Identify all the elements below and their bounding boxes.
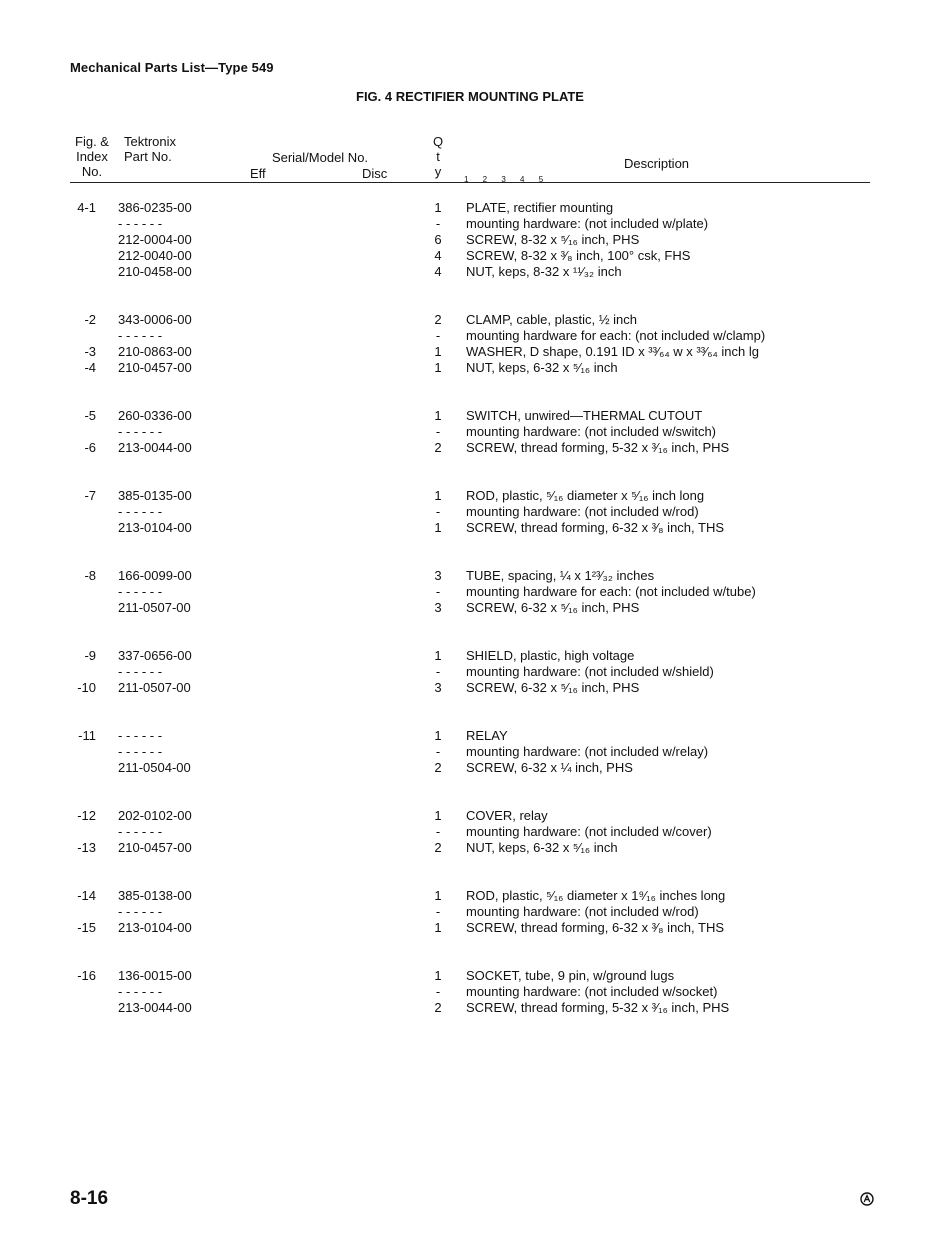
row-quantity: - [435, 824, 441, 839]
col-header-index: Fig. & Index No. [75, 134, 109, 179]
row-description: SOCKET, tube, 9 pin, w/ground lugs [466, 968, 675, 983]
row-index: -5 [84, 408, 96, 423]
page-header: Mechanical Parts List—Type 549 [70, 60, 274, 75]
row-part-number: 210-0457-00 [118, 360, 192, 375]
row-index: -3 [84, 344, 96, 359]
row-part-number: 210-0457-00 [118, 840, 192, 855]
row-quantity: 4 [434, 248, 442, 263]
row-description: SHIELD, plastic, high voltage [466, 648, 635, 663]
row-description: ROD, plastic, ⁵⁄₁₆ diameter x 1⁹⁄₁₆ inches long [466, 888, 726, 903]
row-description: WASHER, D shape, 0.191 ID x ³³⁄₆₄ w x ³³⁄₆₄ inch lg [466, 344, 759, 359]
row-description: mounting hardware: (not included w/shield) [466, 664, 714, 679]
table-row [0, 824, 950, 840]
row-index: -6 [84, 440, 96, 455]
row-description: mounting hardware for each: (not included w/clamp) [466, 328, 766, 343]
row-index: -2 [84, 312, 96, 327]
table-row [0, 664, 950, 680]
table-row [0, 680, 950, 696]
row-quantity: 1 [434, 728, 442, 743]
table-row [0, 888, 950, 904]
col-header-qty: Q t y [432, 134, 444, 179]
table-row [0, 568, 950, 584]
table-row [0, 1000, 950, 1016]
row-part-number: 211-0504-00 [118, 760, 191, 775]
row-description: SCREW, thread forming, 6-32 x ³⁄₈ inch, THS [466, 920, 725, 935]
row-index: -8 [84, 568, 96, 583]
row-description: SWITCH, unwired—THERMAL CUTOUT [466, 408, 703, 423]
table-row [0, 760, 950, 776]
row-description: mounting hardware: (not included w/rod) [466, 504, 699, 519]
row-part-number: 213-0044-00 [118, 1000, 192, 1015]
table-row [0, 504, 950, 520]
table-row [0, 728, 950, 744]
table-row [0, 440, 950, 456]
row-part-number: - - - - - - [118, 504, 163, 519]
row-quantity: 3 [434, 600, 442, 615]
page-number: 8-16 [70, 1188, 109, 1209]
row-part-number: 211-0507-00 [118, 680, 191, 695]
row-quantity: 2 [434, 440, 442, 455]
table-row [0, 808, 950, 824]
table-row [0, 344, 950, 360]
col-header-indent-levels: 1 2 3 4 5 [464, 175, 550, 184]
row-description: mounting hardware: (not included w/relay) [466, 744, 709, 759]
row-part-number: - - - - - - [118, 744, 163, 759]
row-description: SCREW, thread forming, 5-32 x ³⁄₁₆ inch, PHS [466, 1000, 730, 1015]
row-quantity: 1 [434, 808, 442, 823]
table-row [0, 584, 950, 600]
col-header-eff: Eff [250, 166, 266, 181]
row-part-number: 211-0507-00 [118, 600, 191, 615]
row-part-number: - - - - - - [118, 216, 163, 231]
row-description: COVER, relay [466, 808, 548, 823]
row-description: mounting hardware: (not included w/cover) [466, 824, 712, 839]
row-quantity: 1 [434, 920, 442, 935]
row-part-number: 386-0235-00 [118, 200, 192, 215]
row-quantity: 2 [434, 840, 442, 855]
table-row [0, 920, 950, 936]
row-quantity: - [435, 424, 441, 439]
row-quantity: - [435, 904, 441, 919]
circled-a-mark-icon [860, 1192, 874, 1206]
row-quantity: - [435, 328, 441, 343]
row-index: -10 [77, 680, 96, 695]
row-part-number: 166-0099-00 [118, 568, 192, 583]
row-index: -12 [77, 808, 96, 823]
row-quantity: 2 [434, 760, 442, 775]
row-description: SCREW, 6-32 x ¼ inch, PHS [466, 760, 633, 775]
row-quantity: - [435, 216, 441, 231]
row-quantity: - [435, 504, 441, 519]
row-quantity: - [435, 984, 441, 999]
row-description: SCREW, 8-32 x ⁵⁄₁₆ inch, PHS [466, 232, 640, 247]
row-description: SCREW, 8-32 x ³⁄₈ inch, 100° csk, FHS [466, 248, 691, 263]
table-row [0, 312, 950, 328]
row-quantity: 2 [434, 312, 442, 327]
table-row [0, 232, 950, 248]
row-part-number: 136-0015-00 [118, 968, 192, 983]
table-row [0, 216, 950, 232]
row-part-number: - - - - - - [118, 328, 163, 343]
row-part-number: 210-0458-00 [118, 264, 192, 279]
row-quantity: 1 [434, 344, 442, 359]
row-description: RELAY [466, 728, 508, 743]
row-quantity: 1 [434, 488, 442, 503]
row-index: -13 [77, 840, 96, 855]
row-quantity: - [435, 584, 441, 599]
row-part-number: 343-0006-00 [118, 312, 192, 327]
row-quantity: 4 [434, 264, 442, 279]
row-description: mounting hardware: (not included w/socket) [466, 984, 718, 999]
table-row [0, 984, 950, 1000]
row-part-number: 202-0102-00 [118, 808, 192, 823]
col-header-disc: Disc [362, 166, 388, 181]
row-quantity: - [435, 664, 441, 679]
row-quantity: 1 [434, 200, 442, 215]
row-part-number: - - - - - - [118, 824, 163, 839]
table-row [0, 840, 950, 856]
table-row [0, 904, 950, 920]
table-row [0, 360, 950, 376]
row-part-number: - - - - - - [118, 728, 163, 743]
row-description: mounting hardware: (not included w/rod) [466, 904, 699, 919]
row-part-number: 385-0135-00 [118, 488, 192, 503]
row-description: mounting hardware: (not included w/plate) [466, 216, 709, 231]
row-description: SCREW, thread forming, 6-32 x ³⁄₈ inch, THS [466, 520, 725, 535]
row-index: -15 [77, 920, 96, 935]
row-part-number: - - - - - - [118, 584, 163, 599]
row-part-number: 213-0104-00 [118, 920, 192, 935]
row-description: PLATE, rectifier mounting [466, 200, 614, 215]
row-description: ROD, plastic, ⁵⁄₁₆ diameter x ⁵⁄₁₆ inch long [466, 488, 705, 503]
row-part-number: - - - - - - [118, 984, 163, 999]
row-quantity: - [435, 744, 441, 759]
col-header-part-no: Tektronix Part No. [124, 134, 177, 164]
header-rule [70, 182, 870, 183]
row-quantity: 3 [434, 680, 442, 695]
table-row [0, 488, 950, 504]
row-part-number: - - - - - - [118, 904, 163, 919]
table-row [0, 408, 950, 424]
row-quantity: 1 [434, 520, 442, 535]
row-part-number: 337-0656-00 [118, 648, 192, 663]
table-row [0, 648, 950, 664]
row-quantity: 1 [434, 360, 442, 375]
row-description: SCREW, 6-32 x ⁵⁄₁₆ inch, PHS [466, 600, 640, 615]
table-row [0, 328, 950, 344]
row-description: TUBE, spacing, ¼ x 1²³⁄₃₂ inches [466, 568, 655, 583]
table-row [0, 600, 950, 616]
table-row [0, 424, 950, 440]
row-quantity: 3 [434, 568, 442, 583]
row-part-number: - - - - - - [118, 424, 163, 439]
row-part-number: 212-0004-00 [118, 232, 192, 247]
row-quantity: 2 [434, 1000, 442, 1015]
table-row [0, 248, 950, 264]
table-row [0, 520, 950, 536]
row-index: -4 [84, 360, 96, 375]
row-quantity: 1 [434, 888, 442, 903]
row-part-number: 213-0104-00 [118, 520, 192, 535]
row-description: mounting hardware for each: (not included w/tube) [466, 584, 756, 599]
table-row [0, 264, 950, 280]
table-row [0, 200, 950, 216]
row-index: -7 [84, 488, 96, 503]
figure-title: FIG. 4 RECTIFIER MOUNTING PLATE [356, 89, 584, 104]
col-header-description: Description [624, 156, 690, 171]
row-description: NUT, keps, 6-32 x ⁵⁄₁₆ inch [466, 840, 618, 855]
table-row [0, 968, 950, 984]
row-description: mounting hardware: (not included w/switch) [466, 424, 717, 439]
row-part-number: 260-0336-00 [118, 408, 192, 423]
table-row [0, 744, 950, 760]
row-description: SCREW, 6-32 x ⁵⁄₁₆ inch, PHS [466, 680, 640, 695]
row-description: NUT, keps, 6-32 x ⁵⁄₁₆ inch [466, 360, 618, 375]
row-description: CLAMP, cable, plastic, ½ inch [466, 312, 638, 327]
col-header-serial: Serial/Model No. [271, 150, 369, 165]
row-index: -11 [78, 728, 96, 743]
row-index: -14 [77, 888, 96, 903]
row-description: SCREW, thread forming, 5-32 x ³⁄₁₆ inch, PHS [466, 440, 730, 455]
row-part-number: - - - - - - [118, 664, 163, 679]
row-description: NUT, keps, 8-32 x ¹¹⁄₃₂ inch [466, 264, 622, 279]
row-part-number: 212-0040-00 [118, 248, 192, 263]
row-quantity: 1 [434, 408, 442, 423]
row-index: -9 [84, 648, 96, 663]
row-part-number: 210-0863-00 [118, 344, 192, 359]
row-quantity: 1 [434, 968, 442, 983]
row-part-number: 385-0138-00 [118, 888, 192, 903]
row-quantity: 1 [434, 648, 442, 663]
row-index: 4-1 [77, 200, 96, 215]
row-part-number: 213-0044-00 [118, 440, 192, 455]
row-quantity: 6 [434, 232, 442, 247]
row-index: -16 [77, 968, 96, 983]
